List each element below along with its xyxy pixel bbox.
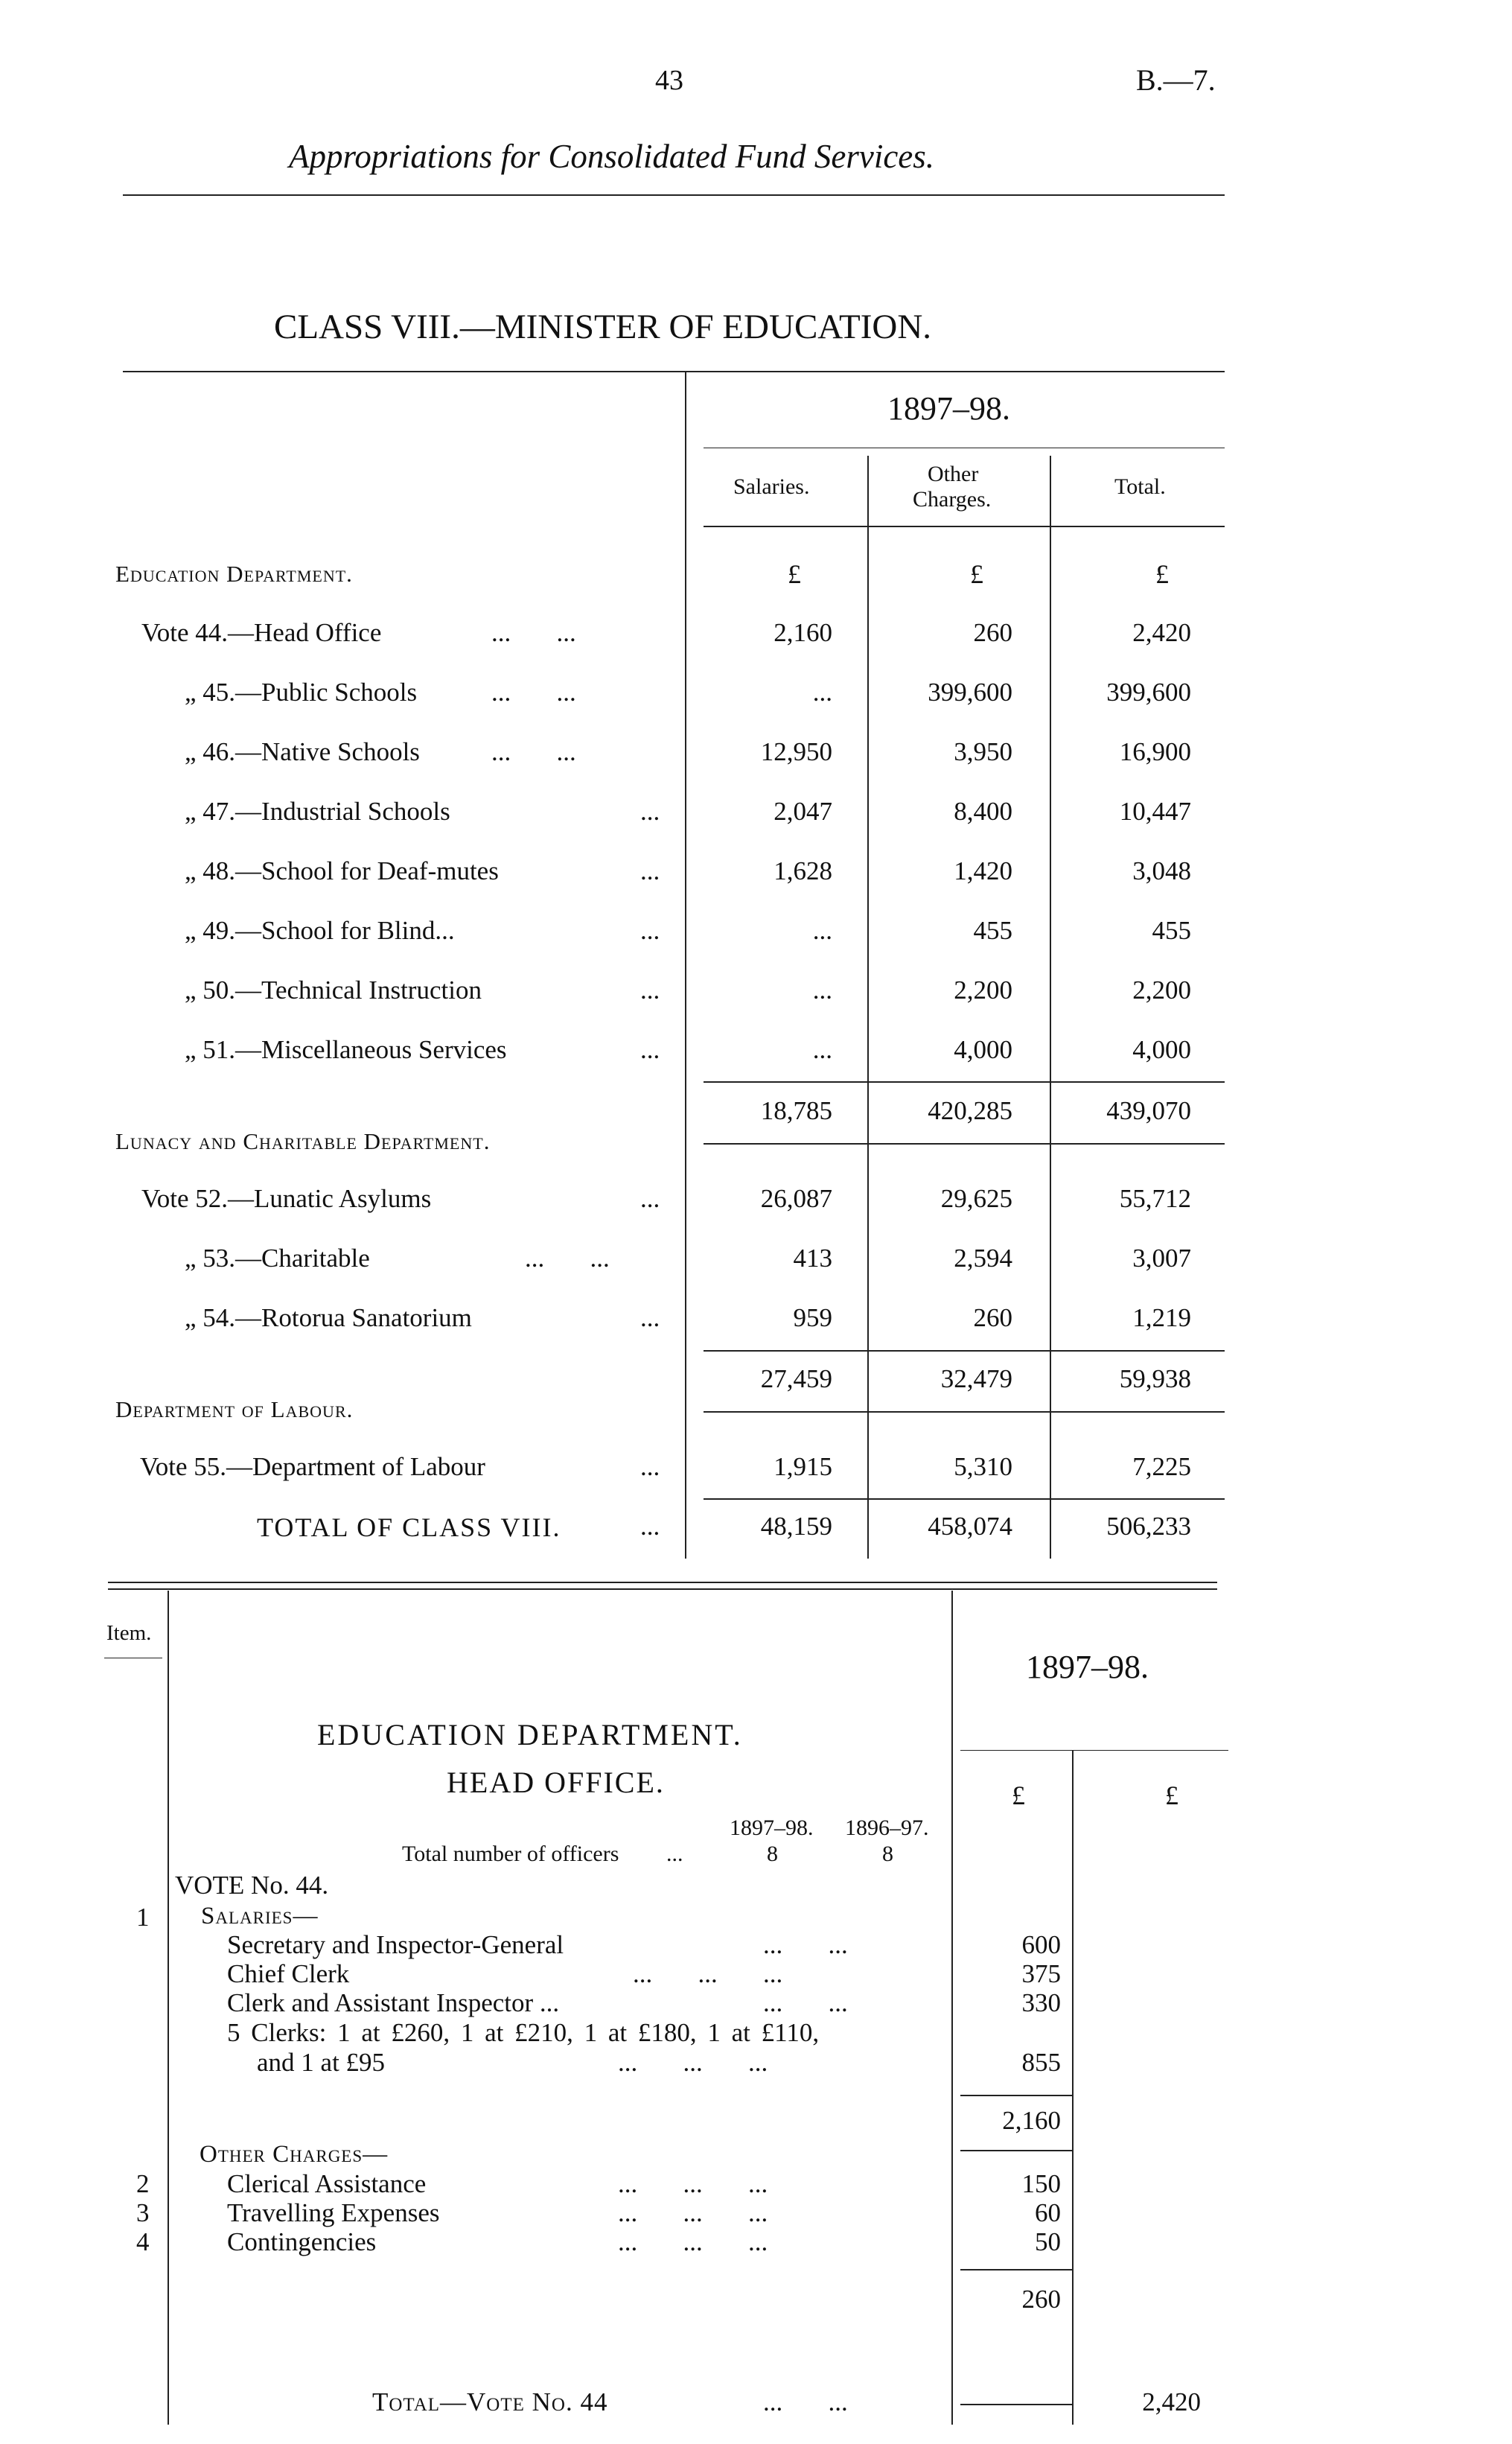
label-col-sep [951,1591,953,2425]
salaries-subtotal-under-rule [960,2150,1072,2151]
leader-dots: ... ... ... [618,2048,768,2077]
col-sep-label [685,372,686,1559]
section-double-rule-bottom [108,1588,1217,1590]
total-value: 2,200 [1132,976,1191,1005]
row-label: „ 45.—Public Schools [185,678,418,707]
officers-count-a: 8 [767,1842,778,1866]
row-label: „ 50.—Technical Instruction [185,976,482,1005]
grand-total-other: 458,074 [928,1512,1012,1541]
other-value: 29,625 [940,1184,1012,1213]
document-reference: B.—7. [1136,63,1216,97]
line-amount: 330 [1021,1988,1061,2017]
total-rule [704,1498,1225,1500]
total-value: 16,900 [1119,737,1191,766]
other-value: 4,000 [954,1035,1012,1064]
leader-dots: ... [640,1512,660,1541]
total-value: 455 [1152,916,1191,945]
salaries-value: ... [812,976,832,1005]
leader-dots: ... [640,1184,660,1213]
other-value: 5,310 [954,1452,1012,1481]
other-value: 260 [973,1303,1012,1332]
subtotal-salaries: 18,785 [760,1096,832,1125]
salaries-value: ... [812,1035,832,1064]
row-label: „ 49.—School for Blind... [185,916,455,945]
subtotal-total: 59,938 [1119,1364,1191,1393]
line-label: 5 Clerks: 1 at £260, 1 at £210, 1 at £180, 1 at £110, [227,2018,820,2047]
item-header: Item. [106,1621,152,1645]
header-rule [123,194,1225,196]
leader-dots: ... ... [491,678,576,707]
salaries-heading: Salaries— [201,1903,319,1929]
total-value: 7,225 [1132,1452,1191,1481]
row-label: „ 46.—Native Schools [185,737,420,766]
other-value: 2,594 [954,1244,1012,1273]
line-label: Secretary and Inspector-General [227,1930,564,1959]
col-header-rule [704,526,1225,527]
line-label: and 1 at £95 [257,2048,386,2077]
salaries-value: ... [812,916,832,945]
officers-year-a: 1897–98. [730,1816,814,1840]
line-amount: 150 [1021,2169,1061,2198]
leader-dots: ... ... ... [633,1959,783,1988]
salaries-value: 12,950 [760,737,832,766]
line-amount: 60 [1035,2198,1061,2227]
leader-dots: ... ... [763,2387,848,2416]
item-number: 2 [136,2169,150,2198]
grand-total-salaries: 48,159 [760,1512,832,1541]
other-charges-heading: Other Charges— [200,2141,389,2168]
row-label: Vote 52.—Lunatic Asylums [141,1184,432,1213]
salaries-subtotal-rule [960,2095,1072,2096]
page-number: 43 [655,65,683,96]
vote-total-rule [960,2404,1072,2405]
amount-col-sep [1072,1750,1074,2425]
other-value: 8,400 [954,797,1012,826]
leader-dots: ... ... [763,1930,848,1959]
officers-count-b: 8 [882,1842,893,1866]
leader-dots: ... [640,1452,660,1481]
total-value: 3,007 [1132,1244,1191,1273]
salaries-value: 959 [793,1303,832,1332]
section-heading-lunacy: Lunacy and Charitable Department. [115,1128,491,1154]
line-amount: 855 [1021,2048,1061,2077]
line-amount: 50 [1035,2227,1061,2256]
col-header-other-2: Charges. [913,487,992,512]
salaries-value: ... [812,678,832,707]
total-value: 55,712 [1119,1184,1191,1213]
leader-dots: ... ... [491,618,576,647]
leader-dots: ... ... ... [618,2198,768,2227]
officers-year-b: 1896–97. [845,1816,929,1840]
leader-dots: ... [640,916,660,945]
line-amount: 600 [1021,1930,1061,1959]
section-heading-labour: Department of Labour. [115,1396,354,1422]
row-label: „ 53.—Charitable [185,1244,370,1273]
salaries-value: 1,628 [773,856,832,885]
subtotal-rule [704,1081,1225,1083]
leader-dots: ... [640,1035,660,1064]
line-label: Chief Clerk [227,1959,350,1988]
detail-year-rule [960,1750,1228,1751]
leader-dots: ... [640,797,660,826]
salaries-value: 26,087 [760,1184,832,1213]
total-value: 2,420 [1132,618,1191,647]
leader-dots: ... ... [763,1988,848,2017]
vote-heading: VOTE No. 44. [175,1871,329,1900]
running-title: Appropriations for Consolidated Fund Services. [289,138,935,175]
row-label: „ 51.—Miscellaneous Services [185,1035,507,1064]
col-sep-salaries [867,456,869,1559]
total-value: 3,048 [1132,856,1191,885]
other-value: 455 [973,916,1012,945]
salaries-value: 413 [793,1244,832,1273]
currency-total-col: £ [1165,1781,1178,1810]
subtotal-under-rule [704,1143,1225,1145]
section-double-rule-top [108,1582,1217,1583]
total-value: 10,447 [1119,797,1191,826]
vote-total-label: Total—Vote No. 44 [372,2387,608,2416]
currency-total: £ [1155,559,1169,589]
line-amount: 375 [1021,1959,1061,1988]
salaries-value: 1,915 [773,1452,832,1481]
leader-dots: ... ... ... [618,2227,768,2256]
vote-total-amount: 2,420 [1142,2387,1201,2416]
item-number: 1 [136,1903,150,1932]
subtotal-total: 439,070 [1106,1096,1191,1125]
other-value: 1,420 [954,856,1012,885]
subtotal-other: 420,285 [928,1096,1012,1125]
row-label: „ 54.—Rotorua Sanatorium [185,1303,472,1332]
line-label: Contingencies [227,2227,377,2256]
officers-label: Total number of officers [402,1842,619,1866]
summary-year: 1897–98. [887,390,1010,427]
detail-year: 1897–98. [1026,1649,1149,1685]
line-label: Clerical Assistance [227,2169,427,2198]
subtotal-under-rule [704,1411,1225,1413]
subtotal-rule [704,1350,1225,1352]
line-label: Clerk and Assistant Inspector ... [227,1988,560,2017]
salaries-value: 2,047 [773,797,832,826]
row-label: „ 47.—Industrial Schools [185,797,450,826]
col-sep-other [1050,456,1051,1559]
detail-sub-title: HEAD OFFICE. [447,1766,665,1799]
summary-top-rule [123,371,1225,372]
other-value: 2,200 [954,976,1012,1005]
item-col-sep [168,1591,169,2425]
total-value: 1,219 [1132,1303,1191,1332]
leader-dots: ... ... ... [618,2169,768,2198]
subtotal-salaries: 27,459 [760,1364,832,1393]
total-value: 4,000 [1132,1035,1191,1064]
leader-dots: ... [640,856,660,885]
other-subtotal-rule [960,2269,1072,2270]
section-heading-education: Education Department. [115,561,353,587]
item-number: 4 [136,2227,150,2256]
salaries-subtotal: 2,160 [1002,2106,1061,2135]
leader-dots: ... ... [525,1244,610,1273]
other-value: 3,950 [954,737,1012,766]
leader-dots: ... [640,976,660,1005]
class-title: CLASS VIII.—MINISTER OF EDUCATION. [274,308,932,346]
detail-dept-title: EDUCATION DEPARTMENT. [317,1718,743,1751]
currency-salaries: £ [788,559,801,589]
subtotal-other: 32,479 [940,1364,1012,1393]
col-header-total: Total. [1114,474,1166,499]
item-number: 3 [136,2198,150,2227]
col-header-salaries: Salaries. [733,474,810,499]
row-label: „ 48.—School for Deaf-mutes [185,856,499,885]
currency-amount-col: £ [1012,1781,1025,1810]
leader-dots: ... [666,1842,683,1866]
row-label: Vote 44.—Head Office [141,618,382,647]
grand-total-total: 506,233 [1106,1512,1191,1541]
line-label: Travelling Expenses [227,2198,440,2227]
grand-total-label: TOTAL OF CLASS VIII. [257,1512,561,1542]
leader-dots: ... ... [491,737,576,766]
col-header-other-1: Other [928,462,979,486]
row-label: Vote 55.—Department of Labour [140,1452,485,1481]
other-value: 260 [973,618,1012,647]
other-charges-subtotal: 260 [1021,2285,1061,2314]
currency-other: £ [970,559,983,589]
other-value: 399,600 [928,678,1012,707]
leader-dots: ... [640,1303,660,1332]
total-value: 399,600 [1106,678,1191,707]
salaries-value: 2,160 [773,618,832,647]
